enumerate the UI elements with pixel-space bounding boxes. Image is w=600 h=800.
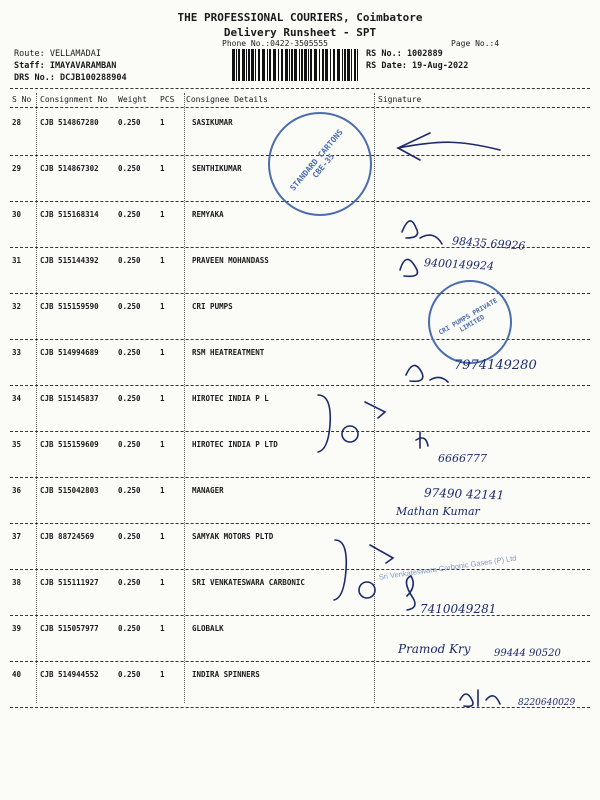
row-consignee: SRI VENKATESWARA CARBONIC (192, 578, 305, 587)
drs-number: DRS No.: DCJB100288904 (14, 73, 127, 83)
row-consignee: SASIKUMAR (192, 118, 233, 127)
page-number: Page No.:4 (451, 39, 500, 48)
row-pcs: 1 (160, 670, 165, 679)
row-weight: 0.250 (118, 164, 141, 173)
row-consignment-no: CJB 515057977 (40, 624, 99, 633)
row-pcs: 1 (160, 302, 165, 311)
col-signature: Signature (378, 95, 422, 104)
row-sno: 30 (12, 210, 22, 219)
row-pcs: 1 (160, 394, 165, 403)
row-sno: 33 (12, 348, 22, 357)
row-sno: 28 (12, 118, 22, 127)
row-consignment-no: CJB 514867302 (40, 164, 99, 173)
sri-venkateswara-stamp: Sri Venkateswara Carbonic Gases (P) Ltd (378, 553, 517, 582)
hw-phone-31: 9400149924 (423, 256, 495, 273)
hw-number-35: 6666777 (438, 452, 487, 465)
standard-cartons-stamp: STANDARD CARTONS CBE-35 (268, 112, 372, 216)
hw-phone-40: 8220640029 (518, 698, 576, 708)
row-weight: 0.250 (118, 118, 141, 127)
row-consignee: SAMYAK MOTORS PLTD (192, 532, 274, 541)
runsheet-title: Delivery Runsheet - SPT (223, 26, 377, 39)
row-sno: 39 (12, 624, 22, 633)
row-consignment-no: CJB 515159590 (40, 302, 99, 311)
row-consignment-no: CJB 515111927 (40, 578, 99, 587)
row-consignment-no: CJB 514994689 (40, 348, 99, 357)
row-weight: 0.250 (118, 486, 141, 495)
row-sno: 40 (12, 670, 22, 679)
row-pcs: 1 (160, 486, 165, 495)
row-consignment-no: CJB 514944552 (40, 670, 99, 679)
row-consignment-no: CJB 515168314 (40, 210, 99, 219)
col-consignee: Consignee Details (186, 95, 268, 104)
row-sno: 35 (12, 440, 22, 449)
row-consignee: MANAGER (192, 486, 224, 495)
row-sno: 31 (12, 256, 22, 265)
row-pcs: 1 (160, 532, 165, 541)
hw-phone-38: 7410049281 (420, 602, 497, 616)
row-weight: 0.250 (118, 532, 141, 541)
row-pcs: 1 (160, 578, 165, 587)
phone-number: Phone No.:0422-3505555 (222, 39, 328, 48)
col-pcs: PCS (160, 95, 175, 104)
row-consignee: PRAVEEN MOHANDASS (192, 256, 269, 265)
row-consignment-no: CJB 515159609 (40, 440, 99, 449)
row-weight: 0.250 (118, 348, 141, 357)
rs-date: RS Date: 19-Aug-2022 (366, 61, 469, 71)
row-sno: 36 (12, 486, 22, 495)
row-sno: 29 (12, 164, 22, 173)
row-sno: 38 (12, 578, 22, 587)
row-consignment-no: CJB 514867280 (40, 118, 99, 127)
row-consignee: RSM HEATREATMENT (192, 348, 265, 357)
hw-name-36: Mathan Kumar (396, 505, 480, 518)
row-consignee: HIROTEC INDIA P L (192, 394, 269, 403)
cri-pumps-stamp: CRI PUMPS PRIVATE LIMITED (428, 280, 512, 364)
route-label: Route: VELLAMADAI (14, 49, 101, 59)
col-sno: S No (12, 95, 32, 104)
row-pcs: 1 (160, 118, 165, 127)
row-weight: 0.250 (118, 302, 141, 311)
row-pcs: 1 (160, 348, 165, 357)
row-weight: 0.250 (118, 624, 141, 633)
row-sno: 34 (12, 394, 22, 403)
row-sno: 37 (12, 532, 22, 541)
company-title: THE PROFESSIONAL COURIERS, Coimbatore (177, 11, 423, 24)
hw-phone-33: 7974149280 (454, 358, 537, 373)
row-pcs: 1 (160, 440, 165, 449)
rs-number: RS No.: 1002889 (366, 49, 443, 59)
hw-phone-39: 99444 90520 (494, 648, 561, 659)
row-pcs: 1 (160, 624, 165, 633)
row-consignee: CRI PUMPS (192, 302, 233, 311)
row-consignee: GLOBALK (192, 624, 224, 633)
row-sno: 32 (12, 302, 22, 311)
row-weight: 0.250 (118, 210, 141, 219)
row-consignee: INDIRA SPINNERS (192, 670, 260, 679)
row-consignment-no: CJB 515042803 (40, 486, 99, 495)
row-pcs: 1 (160, 164, 165, 173)
hw-name-39: Pramod Kry (398, 642, 471, 656)
hw-phone-36: 97490 42141 (423, 485, 505, 503)
row-weight: 0.250 (118, 256, 141, 265)
row-consignee: REMYAKA (192, 210, 224, 219)
row-weight: 0.250 (118, 394, 141, 403)
col-weight: Weight (118, 95, 147, 104)
hw-phone-30: 98435 69926 (451, 234, 526, 253)
row-consignee: HIROTEC INDIA P LTD (192, 440, 278, 449)
row-consignment-no: CJB 88724569 (40, 532, 95, 541)
row-weight: 0.250 (118, 440, 141, 449)
row-weight: 0.250 (118, 670, 141, 679)
row-consignee: SENTHIKUMAR (192, 164, 242, 173)
row-weight: 0.250 (118, 578, 141, 587)
staff-label: Staff: IMAYAVARAMBAN (14, 61, 117, 71)
row-consignment-no: CJB 515144392 (40, 256, 99, 265)
row-consignment-no: CJB 515145837 (40, 394, 99, 403)
col-consignment: Consignment No (40, 95, 108, 104)
row-pcs: 1 (160, 210, 165, 219)
row-pcs: 1 (160, 256, 165, 265)
